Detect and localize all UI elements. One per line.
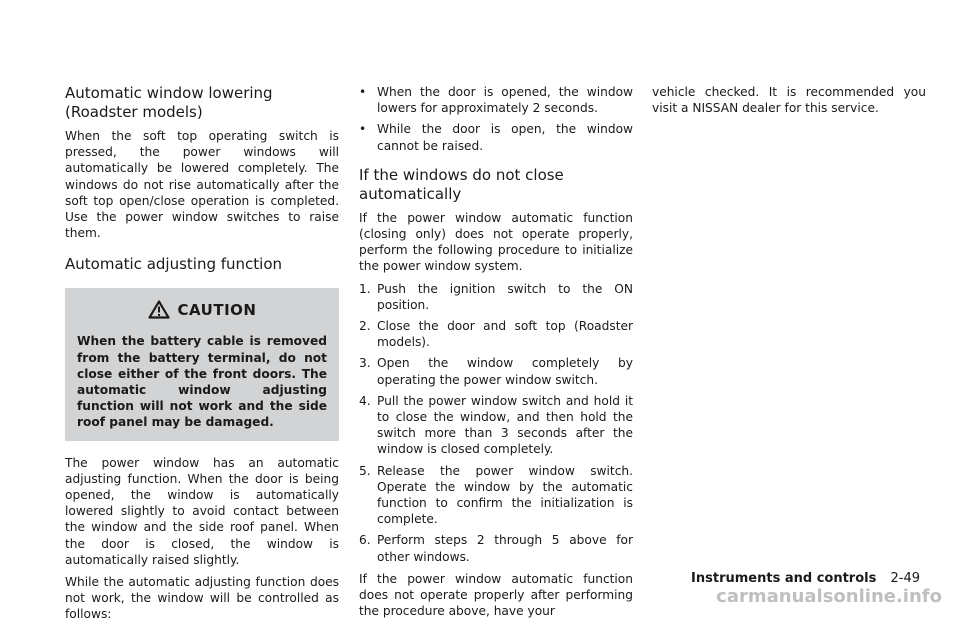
paragraph: If the power window automatic function (closing only) does not operate properly, perform the following procedure to initialize the power window system. xyxy=(359,210,633,274)
bullet-list xyxy=(359,84,633,154)
list-item xyxy=(359,281,633,313)
paragraph: vehicle checked. It is recommended you visit a NISSAN dealer for this service. xyxy=(652,85,926,116)
page-number: 2-49 xyxy=(890,571,920,586)
bullet-marker: • xyxy=(359,85,367,99)
paragraph: If the power window automatic function does not operate properly after performing the procedure above, have your xyxy=(359,571,633,619)
step-text: Close the door and soft top (Roadster models). xyxy=(377,319,633,350)
paragraph: When the soft top operating switch is pressed, the power windows will automatically be lowered completely. The windows do not rise automatically after the soft top open/close operation is completed. Use the power window switches to raise them. xyxy=(65,129,339,241)
list-item xyxy=(359,393,633,458)
step-text: Release the power window switch. Operate the window by the automatic function to confirm the initialization is complete. xyxy=(377,463,633,527)
step-number: 5. xyxy=(359,463,371,478)
step-text: Push the ignition switch to the ON position. xyxy=(377,281,633,312)
step-number: 1. xyxy=(359,281,371,296)
heading-windows-do-not-close: If the windows do not close automatically xyxy=(359,165,564,203)
caution-title: CAUTION xyxy=(177,300,257,319)
list-item-text: When the door is opened, the window lowers for approximately 2 seconds. xyxy=(377,85,633,116)
column-3 xyxy=(652,84,926,122)
footer-section-title: Instruments and controls xyxy=(691,571,877,586)
list-item xyxy=(359,355,633,387)
step-number: 3. xyxy=(359,356,371,371)
list-item xyxy=(359,84,633,116)
steps-list xyxy=(359,281,633,565)
heading-automatic-window-lowering: Automatic window lowering (Roadster models) xyxy=(65,84,273,121)
column-2 xyxy=(359,84,633,625)
list-item xyxy=(359,318,633,350)
step-text: Perform steps 2 through 5 above for other windows. xyxy=(377,533,633,564)
step-number: 2. xyxy=(359,319,371,334)
heading-automatic-adjusting-function: Automatic adjusting function xyxy=(65,255,283,274)
list-item-text: While the door is open, the window cannot be raised. xyxy=(377,122,633,153)
paragraph: While the automatic adjusting function does not work, the window will be controlled as follows: xyxy=(65,575,339,622)
step-text: Pull the power window switch and hold it to close the window, and then hold the switch more than 3 seconds after the window is closed completely. xyxy=(377,393,633,457)
bullet-marker: • xyxy=(359,122,367,137)
caution-header xyxy=(77,300,327,319)
step-number: 4. xyxy=(359,393,371,408)
list-item xyxy=(359,463,633,528)
step-number: 6. xyxy=(359,533,371,548)
warning-triangle-icon xyxy=(148,300,170,319)
column-1 xyxy=(65,84,339,629)
page-footer xyxy=(691,571,920,586)
step-text: Open the window completely by operating the power window switch. xyxy=(377,356,633,387)
watermark: carmanualsonline.info xyxy=(716,586,942,607)
caution-box xyxy=(65,288,339,440)
list-item xyxy=(359,121,633,153)
paragraph: The power window has an automatic adjusting function. When the door is being opened, the window is automatically lowered slightly to avoid contact between the window and the side roof panel. When the door is closed, the window is automatically raised slightly. xyxy=(65,455,339,567)
caution-text: When the battery cable is removed from the battery terminal, do not close either of the front doors. The automatic window adjusting function will not work and the side roof panel may be damaged. xyxy=(77,334,327,430)
list-item xyxy=(359,532,633,564)
